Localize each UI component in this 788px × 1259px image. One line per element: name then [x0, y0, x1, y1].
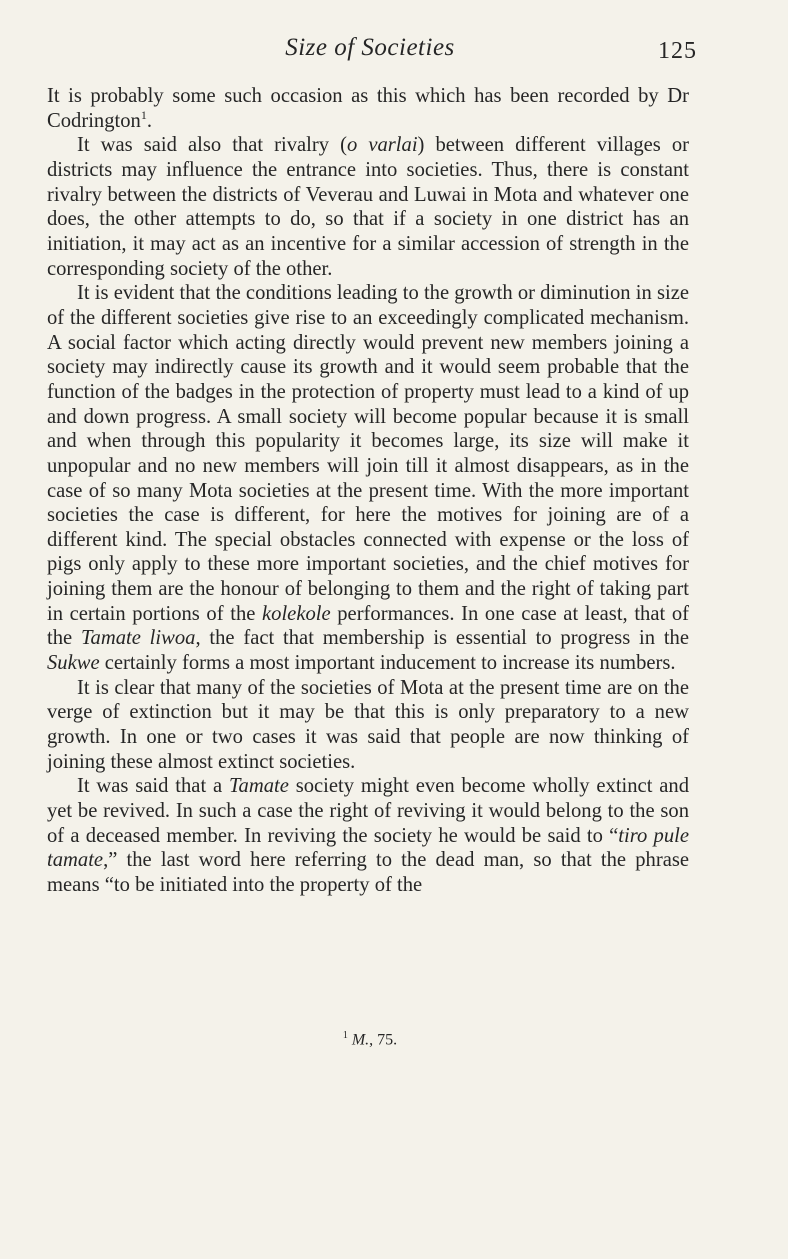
- paragraph-2: [47, 133, 689, 281]
- text-run: ) between different villages or districts may influence the entrance into societies. Thus, there is constant rivalry between the districts of Veverau and Luwai in Mota and whatever one does, the other attempts to do, so that if a society in one district has an initiation, it may act as an incentive for a similar accession of strength in the corresponding society of the other.: [47, 134, 690, 280]
- text-run: .: [146, 109, 152, 132]
- text-run: society might even become wholly extinct and yet be revived. In such a case the right of reviving it would belong to the son of a deceased member. In reviving the society he would be said to “: [47, 775, 689, 847]
- italic-term: Tamate: [228, 775, 289, 798]
- running-head: [0, 34, 788, 68]
- paragraph-5: [47, 774, 689, 897]
- footnote-marker: 1: [342, 1030, 348, 1041]
- footnote: [0, 1030, 740, 1049]
- text-run: ,” the last word here referring to the dead man, so that the phrase means “to be initiated into the property of the: [47, 849, 689, 896]
- italic-term: tiro pule tamate: [47, 824, 689, 872]
- text-run: , the fact that membership is essential to progress in the: [195, 627, 689, 650]
- paragraph-1: [47, 84, 689, 133]
- paragraph-3: [47, 281, 689, 676]
- italic-term: Sukwe: [47, 652, 100, 675]
- text-run: It was said that a: [77, 775, 229, 798]
- paragraph-4: [47, 676, 689, 775]
- text-run: It is probably some such occasion as this which has been recorded by Dr Codrington: [47, 85, 689, 132]
- body-text: [47, 84, 689, 898]
- text-run: It was said also that rivalry (: [77, 134, 347, 157]
- italic-term: Tamate liwoa: [80, 627, 196, 650]
- text-run: performances. In one case at least, that of the: [47, 602, 689, 650]
- italic-term: kolekole: [262, 602, 331, 625]
- text-run: certainly forms a most important inducement to increase its numbers.: [99, 652, 676, 675]
- footnote-text: , 75.: [369, 1031, 398, 1049]
- page-number: 125: [658, 38, 697, 64]
- text-run: It is evident that the conditions leading to the growth or diminution in size of the different societies give rise to an exceedingly complicated mechanism. A social factor which acting directly would prevent new members joining a society may indirectly cause its growth and it would seem probable that the function of the badges in the protection of property must lead to a kind of up and down progress. A small society will become popular because it is small and when through this popularity it becomes large, its size will make it unpopular and no new members will join till it almost disappears, as in the case of so many Mota societies at the present time. With the more important societies the case is different, for here the motives for joining are of a different kind. The special obstacles connected with expense or the loss of pigs only apply to these more important societies, and the chief motives for joining them are the honour of belonging to them and the right of taking part in certain portions of the: [47, 282, 689, 625]
- text-run: It is clear that many of the societies of Mota at the present time are on the verge of extinction but it may be that this is only preparatory to a new growth. In one or two cases it was said that people are now thinking of joining these almost extinct societies.: [47, 676, 689, 773]
- footnote-ref-marker: 1: [140, 107, 147, 122]
- footnote-reference: M.: [351, 1031, 370, 1049]
- running-title: Size of Societies: [285, 34, 455, 61]
- italic-term: o varlai: [346, 134, 418, 157]
